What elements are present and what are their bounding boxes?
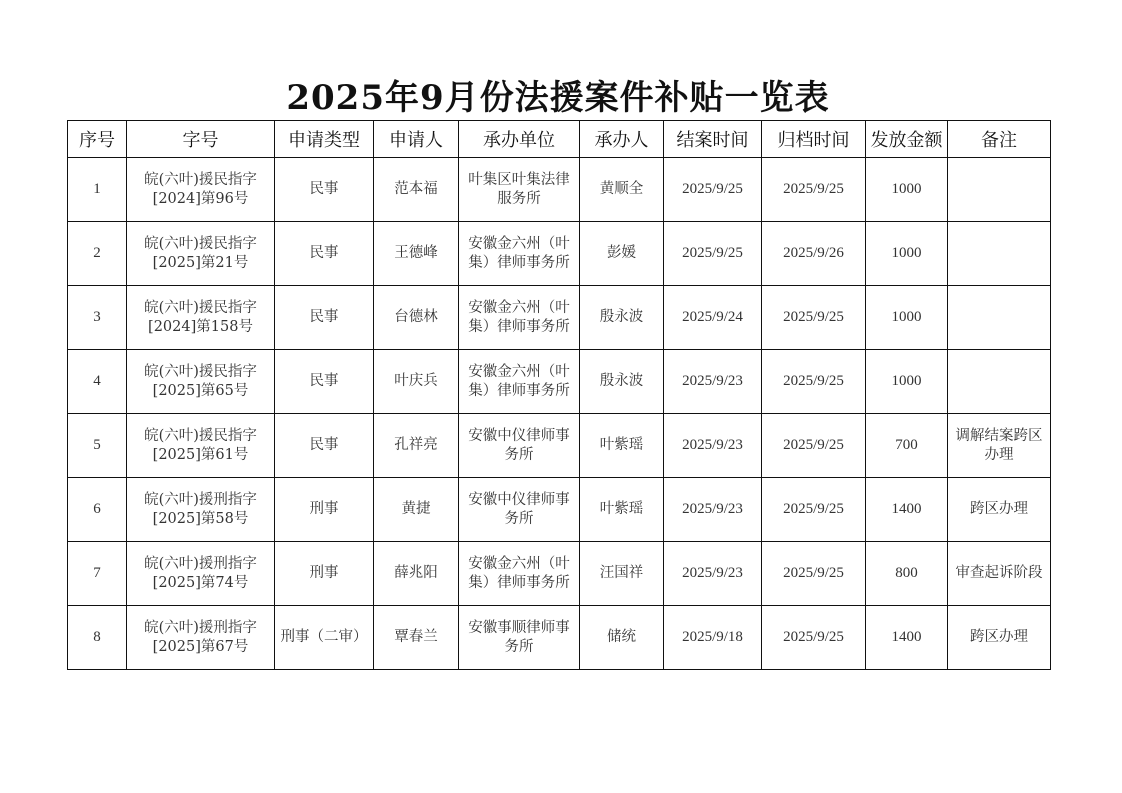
cell-type: [275, 478, 374, 542]
case-no-line-1: 皖(六叶)援民指字: [144, 299, 257, 316]
cell-applicant: 叶庆兵: [374, 350, 459, 414]
cell-amount: 1000: [866, 286, 948, 350]
cell-note: [948, 542, 1051, 606]
cell-amount: 800: [866, 542, 948, 606]
cell-case-no: [127, 222, 275, 286]
cell-no: 3: [68, 286, 127, 350]
table-row: [68, 478, 1051, 542]
cell-closed: 2025/9/23: [664, 350, 762, 414]
case-no-line-1: 皖(六叶)援刑指字: [144, 555, 257, 572]
unit-text: 安徽事顺律师事务所: [468, 619, 570, 655]
cell-applicant: 范本福: [374, 158, 459, 222]
type-text: 民事: [309, 309, 339, 325]
cell-no: 2: [68, 222, 127, 286]
cell-note: [948, 286, 1051, 350]
type-text: 刑事（二审）: [280, 629, 368, 645]
header-cell-note: 备注: [948, 121, 1051, 158]
unit-text: 安徽金六州（叶集）律师事务所: [468, 555, 570, 591]
unit-text: 安徽金六州（叶集）律师事务所: [468, 235, 570, 271]
cell-amount: 1400: [866, 478, 948, 542]
unit-text: 叶集区叶集法律服务所: [468, 171, 570, 207]
cell-unit: [459, 222, 580, 286]
type-text: 民事: [309, 373, 339, 389]
table-row: [68, 542, 1051, 606]
header-cell-case-no: 字号: [127, 121, 275, 158]
note-text: 跨区办理: [970, 501, 1028, 517]
cell-no: 6: [68, 478, 127, 542]
cell-applicant: 黄捷: [374, 478, 459, 542]
cell-unit: [459, 542, 580, 606]
cell-case-no: [127, 542, 275, 606]
cell-applicant: 台德林: [374, 286, 459, 350]
cell-type: [275, 606, 374, 670]
cell-no: 1: [68, 158, 127, 222]
cell-handler: 叶紫瑶: [580, 414, 664, 478]
cell-note: [948, 606, 1051, 670]
cell-applicant: 王德峰: [374, 222, 459, 286]
header-cell-applicant: 申请人: [374, 121, 459, 158]
page-title: 2025年9月份法援案件补贴一览表: [286, 78, 830, 118]
cell-closed: 2025/9/24: [664, 286, 762, 350]
cell-case-no: [127, 286, 275, 350]
cell-archived: 2025/9/25: [762, 606, 866, 670]
type-text: 民事: [309, 181, 339, 197]
cell-handler: 黄顺全: [580, 158, 664, 222]
cell-type: [275, 350, 374, 414]
cell-handler: 彭媛: [580, 222, 664, 286]
cell-case-no: [127, 414, 275, 478]
table-row: [68, 286, 1051, 350]
cell-amount: 1400: [866, 606, 948, 670]
cell-note: [948, 478, 1051, 542]
header-cell-amount: 发放金额: [866, 121, 948, 158]
table-row: [68, 158, 1051, 222]
table-body: [68, 158, 1051, 670]
table-row: [68, 414, 1051, 478]
cell-archived: 2025/9/26: [762, 222, 866, 286]
cell-handler: 殷永波: [580, 286, 664, 350]
note-text: 调解结案跨区办理: [955, 427, 1043, 463]
cell-closed: 2025/9/25: [664, 158, 762, 222]
case-no-line-1: 皖(六叶)援刑指字: [144, 619, 257, 636]
cell-archived: 2025/9/25: [762, 542, 866, 606]
cell-case-no: [127, 478, 275, 542]
cell-amount: 1000: [866, 350, 948, 414]
cell-archived: 2025/9/25: [762, 414, 866, 478]
unit-text: 安徽金六州（叶集）律师事务所: [468, 299, 570, 335]
cell-no: 8: [68, 606, 127, 670]
cell-unit: [459, 286, 580, 350]
type-text: 民事: [309, 437, 339, 453]
cell-no: 7: [68, 542, 127, 606]
cell-unit: [459, 414, 580, 478]
case-no-line-2: [2025]第74号: [152, 574, 249, 591]
cell-type: [275, 158, 374, 222]
cell-case-no: [127, 606, 275, 670]
case-no-line-2: [2025]第58号: [152, 510, 249, 527]
cell-no: 5: [68, 414, 127, 478]
cell-type: [275, 414, 374, 478]
header-cell-type: 申请类型: [275, 121, 374, 158]
header-cell-unit: 承办单位: [459, 121, 580, 158]
cell-type: [275, 542, 374, 606]
cell-type: [275, 286, 374, 350]
note-text: 跨区办理: [970, 629, 1028, 645]
cell-archived: 2025/9/25: [762, 286, 866, 350]
cell-applicant: 薛兆阳: [374, 542, 459, 606]
cell-archived: 2025/9/25: [762, 478, 866, 542]
header-cell-no: 序号: [68, 121, 127, 158]
header-cell-archived: 归档时间: [762, 121, 866, 158]
cell-handler: 储统: [580, 606, 664, 670]
unit-text: 安徽金六州（叶集）律师事务所: [468, 363, 570, 399]
cell-unit: [459, 158, 580, 222]
cell-handler: 殷永波: [580, 350, 664, 414]
cell-amount: 1000: [866, 158, 948, 222]
subsidy-table: [67, 120, 1051, 670]
cell-applicant: 覃春兰: [374, 606, 459, 670]
case-no-line-1: 皖(六叶)援民指字: [144, 171, 257, 188]
cell-case-no: [127, 158, 275, 222]
type-text: 刑事: [309, 565, 339, 581]
cell-handler: 叶紫瑶: [580, 478, 664, 542]
cell-type: [275, 222, 374, 286]
case-no-line-2: [2025]第65号: [152, 382, 249, 399]
cell-case-no: [127, 350, 275, 414]
cell-unit: [459, 350, 580, 414]
table-row: [68, 222, 1051, 286]
case-no-line-1: 皖(六叶)援民指字: [144, 427, 257, 444]
cell-unit: [459, 478, 580, 542]
case-no-line-1: 皖(六叶)援民指字: [144, 235, 257, 252]
cell-closed: 2025/9/23: [664, 542, 762, 606]
cell-unit: [459, 606, 580, 670]
cell-closed: 2025/9/23: [664, 414, 762, 478]
cell-amount: 700: [866, 414, 948, 478]
cell-handler: 汪国祥: [580, 542, 664, 606]
cell-closed: 2025/9/18: [664, 606, 762, 670]
header-cell-closed: 结案时间: [664, 121, 762, 158]
case-no-line-2: [2024]第158号: [148, 318, 253, 335]
case-no-line-2: [2025]第67号: [152, 638, 249, 655]
unit-text: 安徽中仪律师事务所: [468, 427, 570, 463]
cell-archived: 2025/9/25: [762, 350, 866, 414]
cell-note: [948, 158, 1051, 222]
cell-no: 4: [68, 350, 127, 414]
unit-text: 安徽中仪律师事务所: [468, 491, 570, 527]
type-text: 民事: [309, 245, 339, 261]
cell-applicant: 孔祥亮: [374, 414, 459, 478]
type-text: 刑事: [309, 501, 339, 517]
case-no-line-1: 皖(六叶)援刑指字: [144, 491, 257, 508]
cell-amount: 1000: [866, 222, 948, 286]
note-text: 审查起诉阶段: [955, 565, 1043, 581]
header-row: [68, 121, 1051, 158]
cell-closed: 2025/9/25: [664, 222, 762, 286]
cell-archived: 2025/9/25: [762, 158, 866, 222]
table-row: [68, 350, 1051, 414]
case-no-line-2: [2025]第21号: [152, 254, 249, 271]
cell-note: [948, 414, 1051, 478]
cell-note: [948, 222, 1051, 286]
case-no-line-2: [2024]第96号: [152, 190, 249, 207]
case-no-line-1: 皖(六叶)援民指字: [144, 363, 257, 380]
table-row: [68, 606, 1051, 670]
case-no-line-2: [2025]第61号: [152, 446, 249, 463]
cell-closed: 2025/9/23: [664, 478, 762, 542]
cell-note: [948, 350, 1051, 414]
header-cell-handler: 承办人: [580, 121, 664, 158]
